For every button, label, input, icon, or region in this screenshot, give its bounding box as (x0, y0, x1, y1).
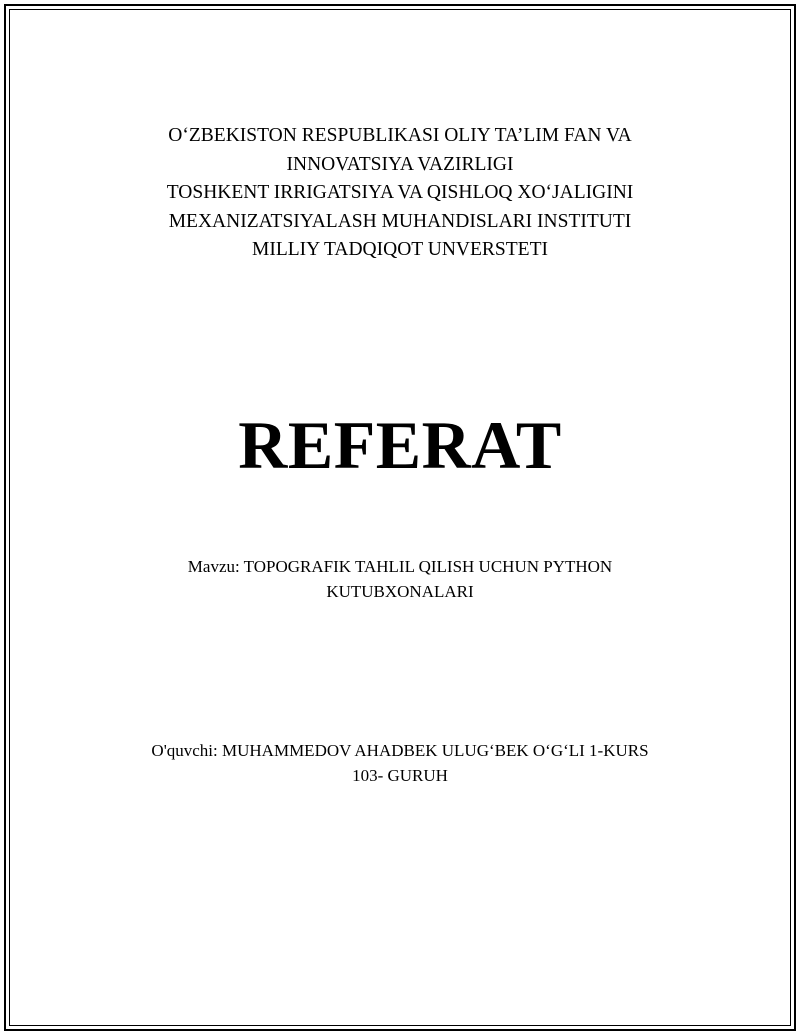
institution-line-4: MEXANIZATSIYALASH MUHANDISLARI INSTITUTI (168, 210, 632, 232)
topic-line-2: KUTUBXONALARI (326, 581, 474, 601)
topic-line-1: Mavzu: TOPOGRAFIK TAHLIL QILISH UCHUN PYTHON (187, 557, 613, 576)
topic-block (0, 555, 800, 604)
institution-header (0, 122, 800, 265)
institution-line-3: TOSHKENT IRRIGATSIYA VA QISHLOQ XO‘JALIGINI (166, 182, 634, 203)
student-line-1: O'quvchi: MUHAMMEDOV AHADBEK ULUG‘BEK O‘G‘LI 1-KURS (151, 741, 649, 760)
document-title: REFERAT (238, 407, 562, 483)
student-block (0, 739, 800, 788)
institution-line-1: O‘ZBEKISTON RESPUBLIKASI OLIY TA’LIM FAN VA (168, 125, 632, 146)
institution-line-5: MILLIY TADQIQOT UNVERSTETI (252, 239, 548, 260)
student-line-2: 103- GURUH (352, 765, 448, 785)
institution-line-2: INNOVATSIYA VAZIRLIGI (286, 153, 514, 175)
